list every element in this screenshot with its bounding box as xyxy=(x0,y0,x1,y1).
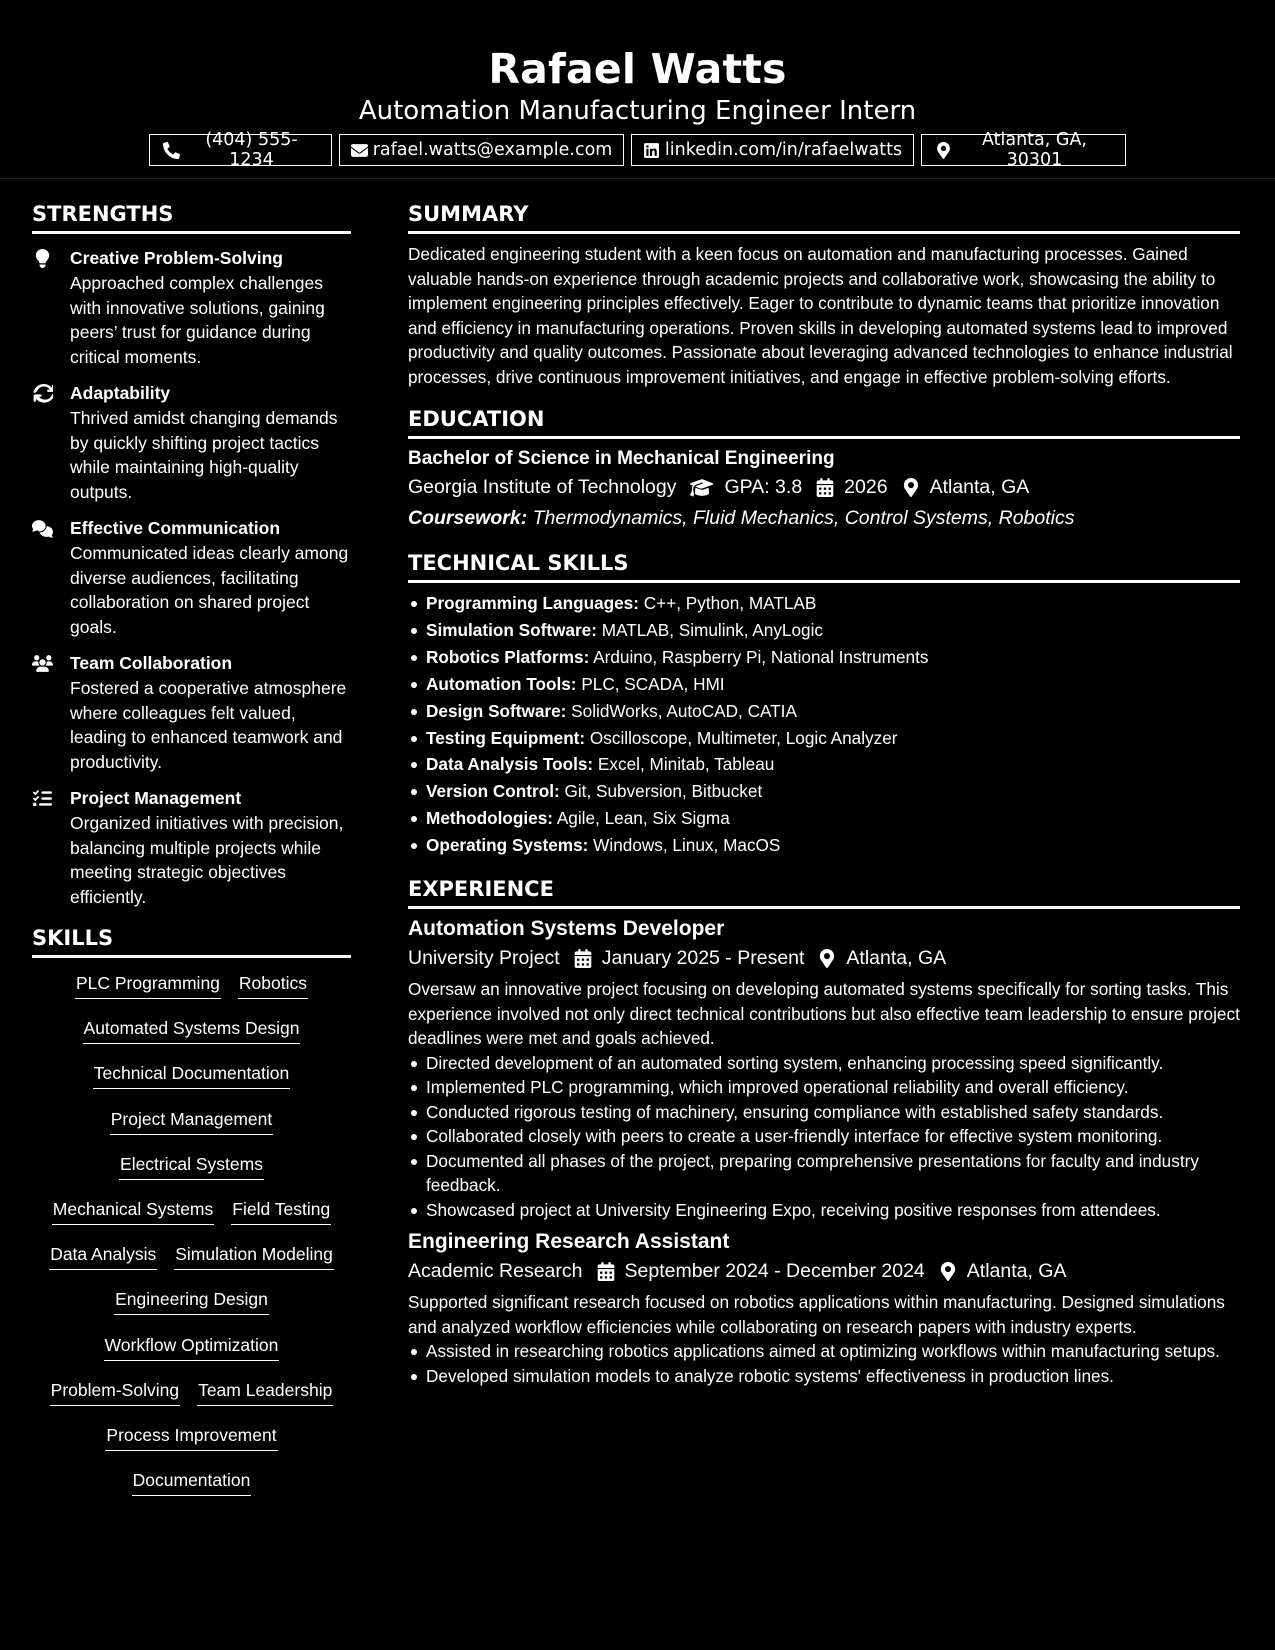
strength-desc: Organized initiatives with precision, balancing multiple projects while meeting strategic objectives efficiently. xyxy=(70,813,344,907)
skill-row xyxy=(32,1061,351,1106)
map-pin-icon xyxy=(818,949,836,968)
contact-linkedin-text: linkedin.com/in/rafaelwatts xyxy=(664,140,903,160)
strengths-list xyxy=(32,246,351,909)
tasks-icon xyxy=(32,789,53,808)
education-heading: EDUCATION xyxy=(408,402,1240,439)
skill-tag: Process Improvement xyxy=(105,1423,277,1451)
strength-item xyxy=(32,786,351,909)
technical-skill-value: PLC, SCADA, HMI xyxy=(581,673,725,694)
job-dates: September 2024 - December 2024 xyxy=(624,1260,925,1283)
skill-tag: Automated Systems Design xyxy=(83,1016,301,1044)
strength-item xyxy=(32,246,351,369)
technical-skill-item xyxy=(408,805,1240,832)
technical-skill-item xyxy=(408,832,1240,859)
skill-tag: Robotics xyxy=(238,971,308,999)
contact-phone-text: (404) 555-1234 xyxy=(205,130,298,170)
skill-row xyxy=(32,1287,351,1332)
strength-desc: Communicated ideas clearly among diverse audiences, facilitating collaboration on shared project goals. xyxy=(70,543,349,637)
experience-entry xyxy=(408,915,1240,1222)
strength-name: Effective Communication xyxy=(70,518,281,538)
job-bullet: Developed simulation models to analyze robotic systems' effectiveness in production lines. xyxy=(408,1364,1240,1389)
skill-tag: Electrical Systems xyxy=(119,1152,264,1180)
calendar-icon xyxy=(597,1262,615,1281)
strength-desc: Fostered a cooperative atmosphere where colleagues felt valued, leading to enhanced teamwork and productivity. xyxy=(70,678,347,772)
candidate-name: Rafael Watts xyxy=(488,45,787,93)
job-bullet: Collaborated closely with peers to create a user-friendly interface for effective system monitoring. xyxy=(408,1124,1240,1149)
envelope-icon xyxy=(351,142,368,159)
skill-tag: Workflow Optimization xyxy=(104,1333,280,1361)
skill-tag: Technical Documentation xyxy=(93,1061,291,1089)
contact-location-text: Atlanta, GA, 30301 xyxy=(981,130,1087,170)
job-bullet: Implemented PLC programming, which improved operational reliability and overall efficiency. xyxy=(408,1075,1240,1100)
skill-tag: Data Analysis xyxy=(49,1242,157,1270)
skill-tag: Simulation Modeling xyxy=(174,1242,334,1270)
users-icon xyxy=(32,654,53,673)
technical-skill-label: Operating Systems: xyxy=(426,835,589,856)
job-location: Atlanta, GA xyxy=(846,947,947,970)
skill-row xyxy=(32,1333,351,1378)
summary-text: Dedicated engineering student with a keen focus on automation and manufacturing processes. Gained valuable hands-on experience through academic projects and collaborative work, showcasing the ability to implement engineering principles effectively. Eager to contribute to dynamic teams that prioritize innovation and efficiency in manufacturing operations. Proven skills in developing automated systems lead to improved productivity and quality outcomes. Passionate about leveraging advanced technologies to enhance industrial processes, drive continuous improvement initiatives, and engage in effective problem-solving efforts. xyxy=(408,244,1233,387)
phone-icon xyxy=(163,142,180,159)
skills-list xyxy=(32,971,351,1513)
skill-tag: PLC Programming xyxy=(75,971,221,999)
technical-skill-item xyxy=(408,778,1240,805)
skill-row xyxy=(32,1197,351,1242)
experience-entry xyxy=(408,1228,1240,1388)
job-meta xyxy=(408,943,1240,973)
job-organization: Academic Research xyxy=(408,1260,583,1283)
experience-heading: EXPERIENCE xyxy=(408,872,1240,909)
calendar-icon xyxy=(574,949,592,968)
coursework-list: Thermodynamics, Fluid Mechanics, Control Systems, Robotics xyxy=(532,507,1075,529)
refresh-icon xyxy=(32,384,53,403)
technical-skill-label: Methodologies: xyxy=(426,808,553,829)
contact-phone[interactable] xyxy=(149,130,332,170)
technical-skill-value: Windows, Linux, MacOS xyxy=(593,835,781,856)
technical-skill-value: Oscilloscope, Multimeter, Logic Analyzer xyxy=(589,727,898,748)
job-bullet: Assisted in researching robotics applications aimed at optimizing workflows within manufacturing setups. xyxy=(408,1339,1240,1364)
technical-skill-item xyxy=(408,698,1240,725)
technical-skill-item xyxy=(408,751,1240,778)
technical-skill-label: Testing Equipment: xyxy=(426,727,586,748)
resume-header xyxy=(0,0,1275,179)
skill-tag: Field Testing xyxy=(231,1197,331,1225)
skill-row xyxy=(32,1242,351,1287)
strength-item xyxy=(32,516,351,639)
gpa: GPA: 3.8 xyxy=(724,476,803,498)
strengths-heading: STRENGTHS xyxy=(32,197,351,234)
technical-skill-label: Simulation Software: xyxy=(426,619,597,640)
comments-icon xyxy=(32,519,53,538)
technical-skill-label: Data Analysis Tools: xyxy=(426,754,594,775)
job-meta xyxy=(408,1256,1240,1286)
strength-item xyxy=(32,651,351,774)
skill-row xyxy=(32,1152,351,1197)
contact-email-text: rafael.watts@example.com xyxy=(372,140,613,160)
technical-skill-label: Robotics Platforms: xyxy=(426,646,590,667)
summary-heading: SUMMARY xyxy=(408,197,1240,234)
skill-row xyxy=(32,1107,351,1152)
technical-skill-item xyxy=(408,617,1240,644)
right-column xyxy=(408,197,1240,1388)
job-dates: January 2025 - Present xyxy=(601,947,805,970)
experience-list xyxy=(408,915,1240,1388)
technical-skill-value: C++, Python, MATLAB xyxy=(643,593,817,613)
skills-heading: SKILLS xyxy=(32,921,351,958)
job-description: Supported significant research focused on robotics applications within manufacturing. Designed simulations and analyzed workflow efficiencies while collaborating on research papers with industry experts. xyxy=(408,1292,1225,1337)
contact-email[interactable] xyxy=(339,134,624,166)
candidate-title: Automation Manufacturing Engineer Intern xyxy=(358,96,917,126)
job-organization: University Project xyxy=(408,947,560,970)
job-bullet: Documented all phases of the project, preparing comprehensive presentations for faculty and industry feedback. xyxy=(408,1149,1240,1198)
job-title: Automation Systems Developer xyxy=(408,917,725,941)
education-meta xyxy=(408,472,1240,502)
job-bullet: Directed development of an automated sorting system, enhancing processing speed significantly. xyxy=(408,1051,1240,1076)
skill-tag: Engineering Design xyxy=(114,1287,269,1315)
job-location: Atlanta, GA xyxy=(966,1260,1067,1283)
degree-name: Bachelor of Science in Mechanical Engineering xyxy=(408,448,835,469)
map-pin-icon xyxy=(902,478,920,497)
technical-skill-label: Automation Tools: xyxy=(426,673,577,694)
skill-tag: Problem-Solving xyxy=(50,1378,180,1406)
technical-skills-heading: TECHNICAL SKILLS xyxy=(408,546,1240,583)
strength-name: Adaptability xyxy=(70,383,171,403)
strength-name: Team Collaboration xyxy=(70,653,233,673)
calendar-icon xyxy=(816,478,834,497)
strength-name: Creative Problem-Solving xyxy=(70,248,283,268)
skill-tag: Documentation xyxy=(132,1468,252,1496)
coursework-label: Coursework: xyxy=(408,507,528,529)
technical-skills-list xyxy=(408,590,1240,859)
map-pin-icon xyxy=(939,1262,957,1281)
technical-skill-value: Git, Subversion, Bitbucket xyxy=(564,781,763,802)
left-column xyxy=(32,197,351,1513)
job-bullet: Conducted rigorous testing of machinery, ensuring compliance with established safety standards. xyxy=(408,1100,1240,1125)
technical-skill-label: Version Control: xyxy=(426,781,560,802)
strength-name: Project Management xyxy=(70,788,242,808)
technical-skill-value: Excel, Minitab, Tableau xyxy=(597,754,775,775)
technical-skill-value: MATLAB, Simulink, AnyLogic xyxy=(601,619,824,640)
linkedin-icon xyxy=(643,142,660,159)
job-title: Engineering Research Assistant xyxy=(408,1230,730,1254)
strength-item xyxy=(32,381,351,504)
education-location: Atlanta, GA xyxy=(929,476,1030,498)
job-bullets xyxy=(408,1339,1240,1388)
job-bullet: Showcased project at University Engineering Expo, receiving positive responses from attendees. xyxy=(408,1198,1240,1223)
job-description: Oversaw an innovative project focusing on developing automated systems specifically for sorting tasks. This experience involved not only direct technical contributions but also effective team leadership to ensure project deadlines were met and goals achieved. xyxy=(408,979,1240,1049)
technical-skill-item xyxy=(408,644,1240,671)
skill-row xyxy=(32,971,351,1016)
skill-row xyxy=(32,1016,351,1061)
technical-skill-value: Agile, Lean, Six Sigma xyxy=(556,808,730,829)
skill-row xyxy=(32,1423,351,1468)
skill-tag: Team Leadership xyxy=(197,1378,333,1406)
skill-row xyxy=(32,1378,351,1423)
contact-linkedin[interactable] xyxy=(631,134,914,166)
strength-desc: Thrived amidst changing demands by quickly shifting project tactics while maintaining high-quality outputs. xyxy=(70,408,338,502)
contact-bar xyxy=(0,130,1275,170)
map-pin-icon xyxy=(935,142,952,159)
graduation-year: 2026 xyxy=(844,476,888,498)
technical-skill-item xyxy=(408,590,1240,617)
job-bullets xyxy=(408,1051,1240,1223)
school-name: Georgia Institute of Technology xyxy=(408,476,677,498)
skill-tag: Mechanical Systems xyxy=(52,1197,214,1225)
graduation-cap-icon xyxy=(690,478,714,497)
coursework xyxy=(408,503,1240,533)
strength-desc: Approached complex challenges with innovative solutions, gaining peers’ trust for guidance during critical moments. xyxy=(70,273,325,367)
lightbulb-icon xyxy=(32,249,53,268)
contact-location xyxy=(921,130,1126,170)
technical-skill-label: Design Software: xyxy=(426,700,567,721)
skill-tag: Project Management xyxy=(110,1107,273,1135)
technical-skill-value: Arduino, Raspberry Pi, National Instruments xyxy=(593,646,929,667)
technical-skill-label: Programming Languages: xyxy=(426,593,639,613)
technical-skill-item xyxy=(408,725,1240,752)
technical-skill-value: SolidWorks, AutoCAD, CATIA xyxy=(571,700,797,721)
skill-row xyxy=(32,1468,351,1513)
technical-skill-item xyxy=(408,671,1240,698)
